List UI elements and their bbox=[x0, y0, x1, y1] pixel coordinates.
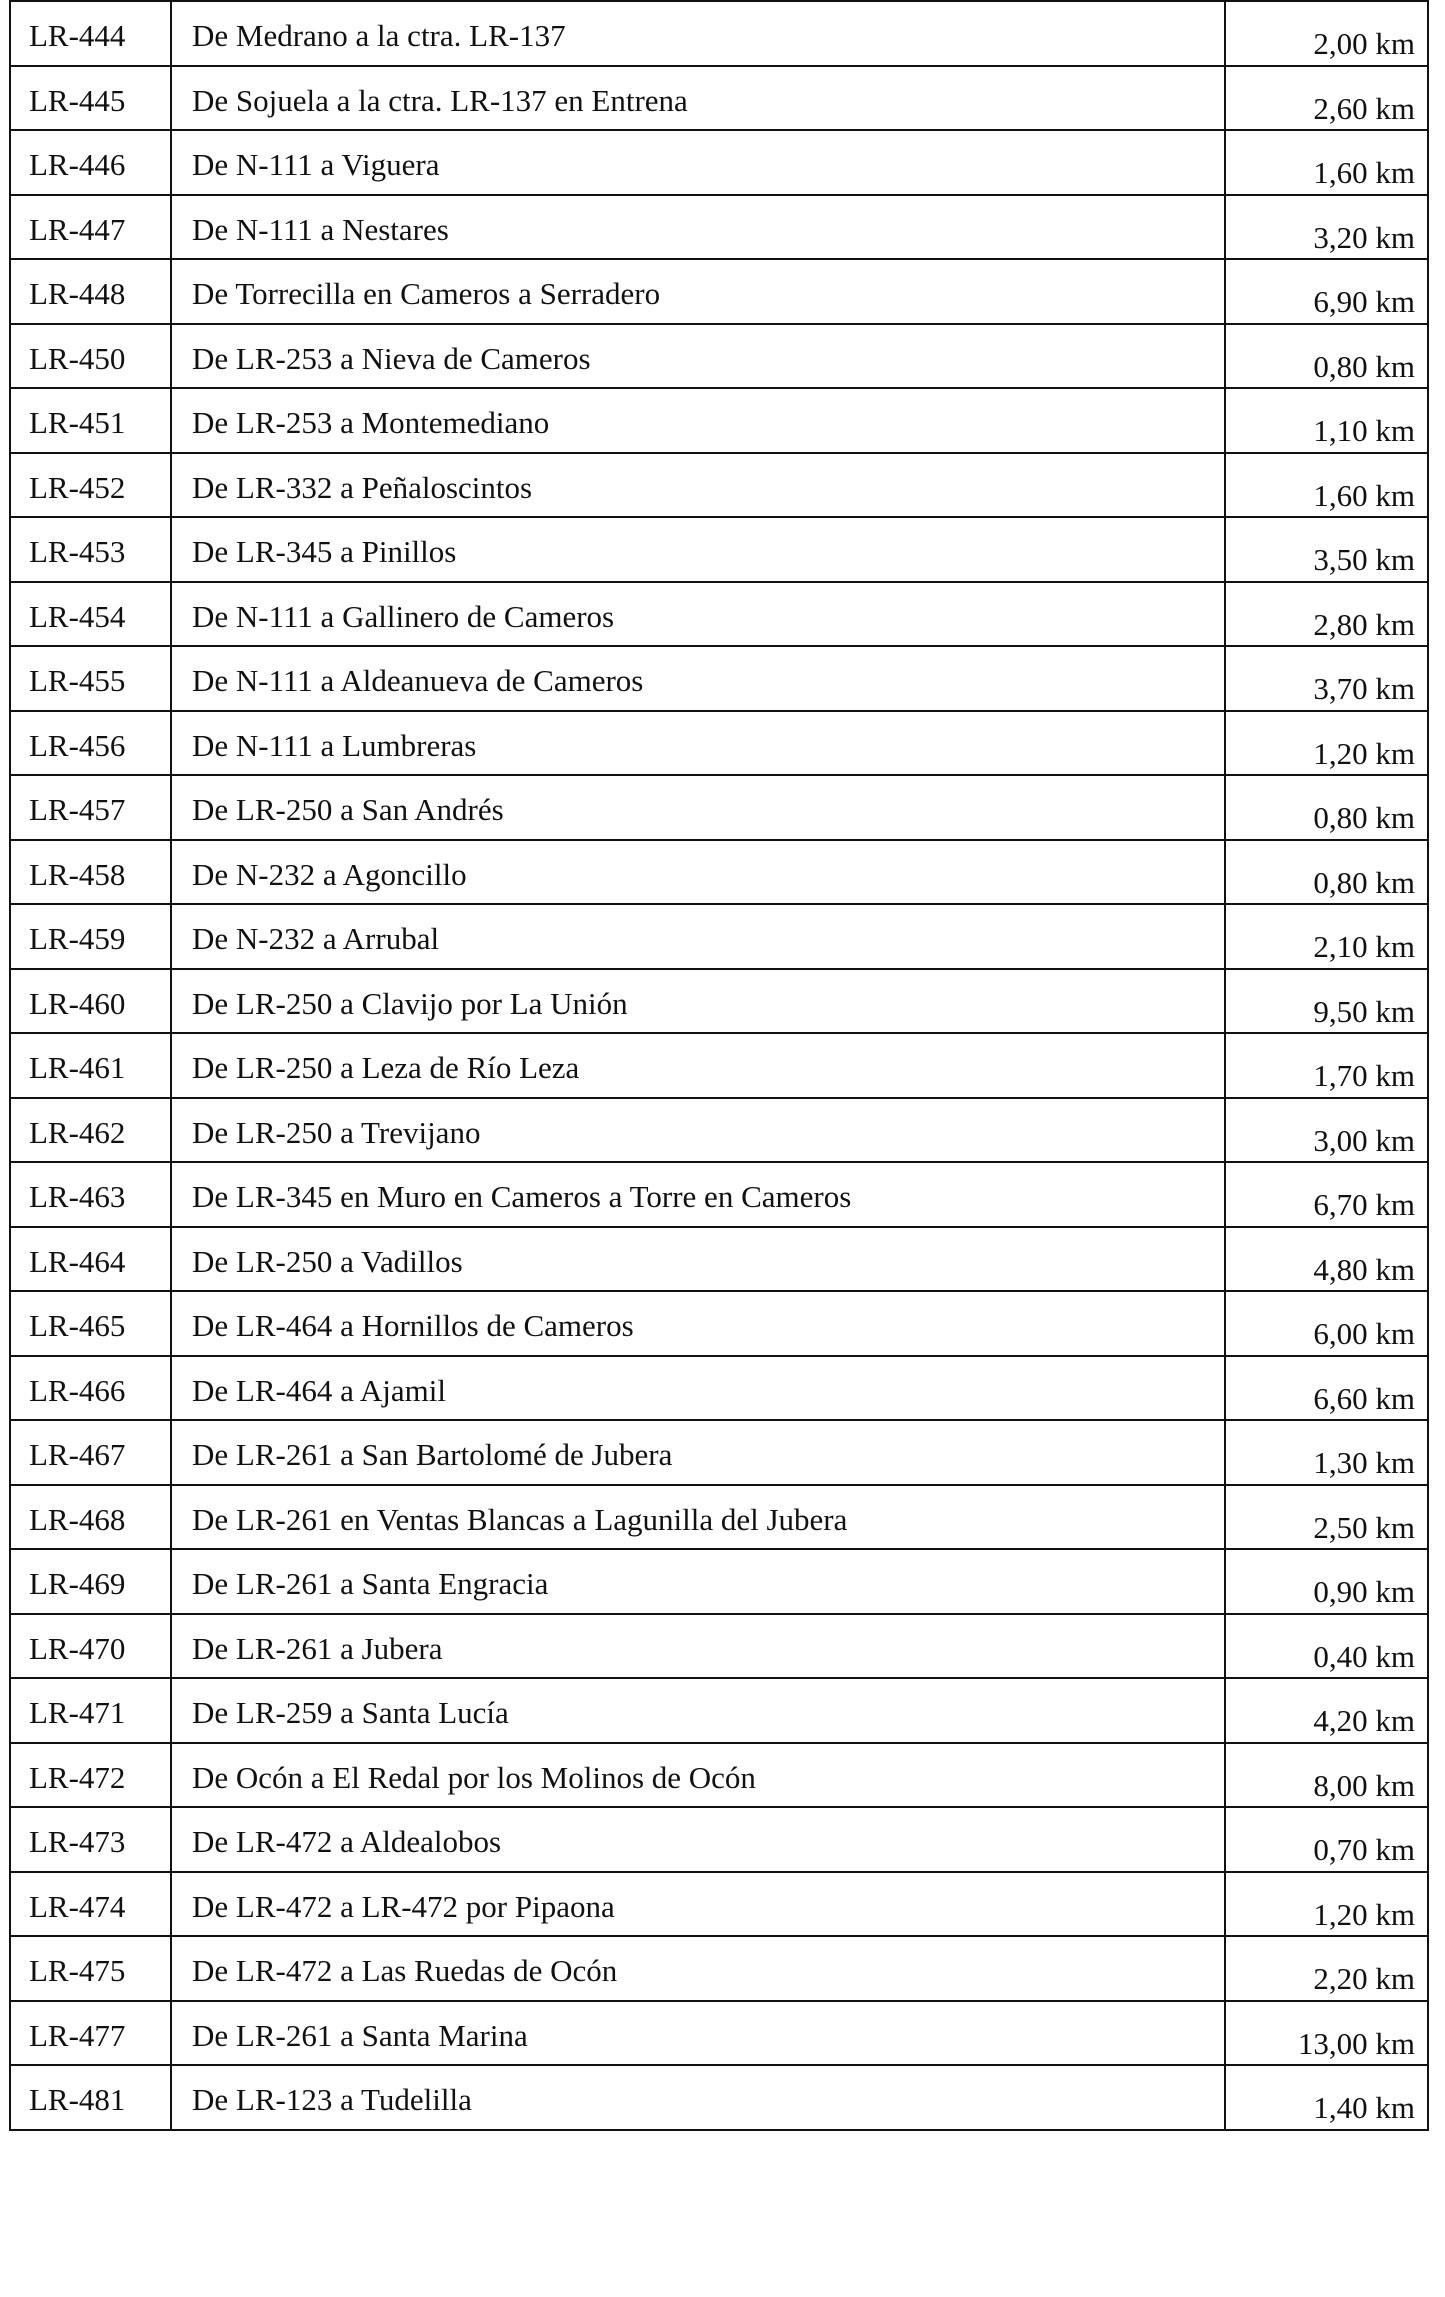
road-code-cell: LR-475 bbox=[10, 1936, 171, 2001]
road-code-cell: LR-469 bbox=[10, 1549, 171, 1614]
road-length-cell: 3,20 km bbox=[1225, 195, 1428, 260]
road-description-cell: De Sojuela a la ctra. LR-137 en Entrena bbox=[171, 66, 1225, 131]
table-row bbox=[10, 130, 1428, 195]
table-row bbox=[10, 840, 1428, 905]
road-description-cell: De LR-259 a Santa Lucía bbox=[171, 1678, 1225, 1743]
table-row bbox=[10, 453, 1428, 518]
road-length-cell: 2,00 km bbox=[1225, 1, 1428, 66]
road-length-cell: 9,50 km bbox=[1225, 969, 1428, 1034]
road-length-cell: 1,40 km bbox=[1225, 2065, 1428, 2130]
road-description-cell: De N-232 a Arrubal bbox=[171, 904, 1225, 969]
road-description-cell: De LR-250 a San Andrés bbox=[171, 775, 1225, 840]
table-row bbox=[10, 195, 1428, 260]
table-row bbox=[10, 904, 1428, 969]
road-length-cell: 4,80 km bbox=[1225, 1227, 1428, 1292]
road-code-cell: LR-450 bbox=[10, 324, 171, 389]
table-row bbox=[10, 1033, 1428, 1098]
road-length-cell: 1,60 km bbox=[1225, 453, 1428, 518]
road-code-cell: LR-458 bbox=[10, 840, 171, 905]
table-row bbox=[10, 969, 1428, 1034]
road-length-cell: 3,70 km bbox=[1225, 646, 1428, 711]
road-code-cell: LR-467 bbox=[10, 1420, 171, 1485]
road-code-cell: LR-451 bbox=[10, 388, 171, 453]
road-description-cell: De LR-472 a Las Ruedas de Ocón bbox=[171, 1936, 1225, 2001]
table-row bbox=[10, 388, 1428, 453]
table-row bbox=[10, 259, 1428, 324]
road-description-cell: De LR-250 a Clavijo por La Unión bbox=[171, 969, 1225, 1034]
road-code-cell: LR-471 bbox=[10, 1678, 171, 1743]
table-row bbox=[10, 66, 1428, 131]
road-description-cell: De N-111 a Gallinero de Cameros bbox=[171, 582, 1225, 647]
road-length-cell: 8,00 km bbox=[1225, 1743, 1428, 1808]
road-description-cell: De LR-261 a Santa Engracia bbox=[171, 1549, 1225, 1614]
road-code-cell: LR-462 bbox=[10, 1098, 171, 1163]
road-length-cell: 13,00 km bbox=[1225, 2001, 1428, 2066]
road-length-cell: 3,00 km bbox=[1225, 1098, 1428, 1163]
road-length-cell: 6,00 km bbox=[1225, 1291, 1428, 1356]
table-row bbox=[10, 1098, 1428, 1163]
road-description-cell: De LR-472 a LR-472 por Pipaona bbox=[171, 1872, 1225, 1937]
road-length-cell: 3,50 km bbox=[1225, 517, 1428, 582]
road-code-cell: LR-455 bbox=[10, 646, 171, 711]
road-code-cell: LR-466 bbox=[10, 1356, 171, 1421]
road-length-cell: 0,90 km bbox=[1225, 1549, 1428, 1614]
road-description-cell: De LR-464 a Hornillos de Cameros bbox=[171, 1291, 1225, 1356]
road-length-cell: 0,80 km bbox=[1225, 840, 1428, 905]
road-code-cell: LR-461 bbox=[10, 1033, 171, 1098]
road-code-cell: LR-472 bbox=[10, 1743, 171, 1808]
road-code-cell: LR-453 bbox=[10, 517, 171, 582]
road-code-cell: LR-459 bbox=[10, 904, 171, 969]
road-description-cell: De LR-345 en Muro en Cameros a Torre en Cameros bbox=[171, 1162, 1225, 1227]
road-code-cell: LR-447 bbox=[10, 195, 171, 260]
road-description-cell: De LR-261 en Ventas Blancas a Lagunilla del Jubera bbox=[171, 1485, 1225, 1550]
road-code-cell: LR-460 bbox=[10, 969, 171, 1034]
road-length-cell: 1,20 km bbox=[1225, 711, 1428, 776]
table-row bbox=[10, 1420, 1428, 1485]
road-description-cell: De Ocón a El Redal por los Molinos de Ocón bbox=[171, 1743, 1225, 1808]
road-description-cell: De N-111 a Nestares bbox=[171, 195, 1225, 260]
road-description-cell: De LR-464 a Ajamil bbox=[171, 1356, 1225, 1421]
road-description-cell: De N-232 a Agoncillo bbox=[171, 840, 1225, 905]
road-description-cell: De LR-261 a Jubera bbox=[171, 1614, 1225, 1679]
road-length-cell: 1,30 km bbox=[1225, 1420, 1428, 1485]
road-length-cell: 1,10 km bbox=[1225, 388, 1428, 453]
road-length-cell: 1,20 km bbox=[1225, 1872, 1428, 1937]
road-description-cell: De LR-345 a Pinillos bbox=[171, 517, 1225, 582]
road-code-cell: LR-454 bbox=[10, 582, 171, 647]
road-description-cell: De LR-250 a Vadillos bbox=[171, 1227, 1225, 1292]
road-description-cell: De LR-253 a Montemediano bbox=[171, 388, 1225, 453]
table-row bbox=[10, 1678, 1428, 1743]
road-code-cell: LR-470 bbox=[10, 1614, 171, 1679]
road-description-cell: De N-111 a Viguera bbox=[171, 130, 1225, 195]
road-code-cell: LR-456 bbox=[10, 711, 171, 776]
table-row bbox=[10, 1, 1428, 66]
table-row bbox=[10, 1872, 1428, 1937]
road-description-cell: De Medrano a la ctra. LR-137 bbox=[171, 1, 1225, 66]
road-length-cell: 2,60 km bbox=[1225, 66, 1428, 131]
table-row bbox=[10, 517, 1428, 582]
road-length-cell: 1,60 km bbox=[1225, 130, 1428, 195]
road-description-cell: De Torrecilla en Cameros a Serradero bbox=[171, 259, 1225, 324]
table-row bbox=[10, 1485, 1428, 1550]
road-length-cell: 4,20 km bbox=[1225, 1678, 1428, 1743]
table-row bbox=[10, 1356, 1428, 1421]
table-row bbox=[10, 324, 1428, 389]
road-length-cell: 0,80 km bbox=[1225, 324, 1428, 389]
table-row bbox=[10, 646, 1428, 711]
table-row bbox=[10, 582, 1428, 647]
road-code-cell: LR-445 bbox=[10, 66, 171, 131]
road-length-cell: 6,90 km bbox=[1225, 259, 1428, 324]
roads-table bbox=[9, 0, 1429, 2131]
table-row bbox=[10, 775, 1428, 840]
road-length-cell: 2,50 km bbox=[1225, 1485, 1428, 1550]
road-code-cell: LR-468 bbox=[10, 1485, 171, 1550]
table-row bbox=[10, 1291, 1428, 1356]
road-code-cell: LR-463 bbox=[10, 1162, 171, 1227]
road-length-cell: 2,20 km bbox=[1225, 1936, 1428, 2001]
road-description-cell: De LR-261 a Santa Marina bbox=[171, 2001, 1225, 2066]
road-description-cell: De LR-250 a Leza de Río Leza bbox=[171, 1033, 1225, 1098]
road-code-cell: LR-452 bbox=[10, 453, 171, 518]
road-description-cell: De LR-123 a Tudelilla bbox=[171, 2065, 1225, 2130]
table-row bbox=[10, 1549, 1428, 1614]
table-row bbox=[10, 1743, 1428, 1808]
road-description-cell: De LR-250 a Trevijano bbox=[171, 1098, 1225, 1163]
road-description-cell: De LR-472 a Aldealobos bbox=[171, 1807, 1225, 1872]
road-code-cell: LR-457 bbox=[10, 775, 171, 840]
road-code-cell: LR-473 bbox=[10, 1807, 171, 1872]
road-description-cell: De N-111 a Lumbreras bbox=[171, 711, 1225, 776]
road-description-cell: De LR-253 a Nieva de Cameros bbox=[171, 324, 1225, 389]
road-length-cell: 0,80 km bbox=[1225, 775, 1428, 840]
road-code-cell: LR-465 bbox=[10, 1291, 171, 1356]
table-row bbox=[10, 1227, 1428, 1292]
road-code-cell: LR-477 bbox=[10, 2001, 171, 2066]
road-length-cell: 6,70 km bbox=[1225, 1162, 1428, 1227]
road-description-cell: De LR-261 a San Bartolomé de Jubera bbox=[171, 1420, 1225, 1485]
road-description-cell: De N-111 a Aldeanueva de Cameros bbox=[171, 646, 1225, 711]
road-code-cell: LR-446 bbox=[10, 130, 171, 195]
road-code-cell: LR-474 bbox=[10, 1872, 171, 1937]
road-length-cell: 0,40 km bbox=[1225, 1614, 1428, 1679]
table-row bbox=[10, 2065, 1428, 2130]
table-row bbox=[10, 1807, 1428, 1872]
table-row bbox=[10, 1162, 1428, 1227]
road-code-cell: LR-448 bbox=[10, 259, 171, 324]
road-length-cell: 1,70 km bbox=[1225, 1033, 1428, 1098]
road-length-cell: 0,70 km bbox=[1225, 1807, 1428, 1872]
table-row bbox=[10, 1936, 1428, 2001]
road-description-cell: De LR-332 a Peñaloscintos bbox=[171, 453, 1225, 518]
table-row bbox=[10, 2001, 1428, 2066]
table-row bbox=[10, 1614, 1428, 1679]
road-code-cell: LR-464 bbox=[10, 1227, 171, 1292]
road-length-cell: 6,60 km bbox=[1225, 1356, 1428, 1421]
table-row bbox=[10, 711, 1428, 776]
road-code-cell: LR-444 bbox=[10, 1, 171, 66]
road-code-cell: LR-481 bbox=[10, 2065, 171, 2130]
roads-table-body bbox=[10, 1, 1428, 2130]
road-length-cell: 2,10 km bbox=[1225, 904, 1428, 969]
road-length-cell: 2,80 km bbox=[1225, 582, 1428, 647]
